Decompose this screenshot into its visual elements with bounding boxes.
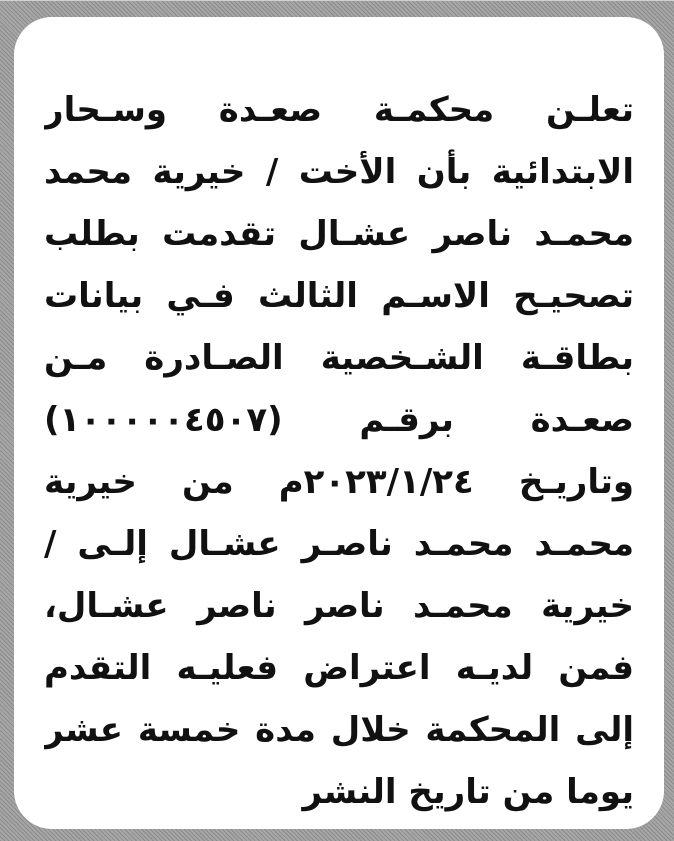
- notice-line: الابتدائية بأن الأخت / خيرية محمد: [44, 152, 634, 192]
- notice-line: خيرية محمـد ناصر ناصر عشـال،: [44, 586, 634, 626]
- notice-line: فمن لديـه اعتراض فعليـه التقدم: [44, 648, 634, 688]
- notice-line: محمـد محمـد ناصـر عشـال إلـى /: [44, 524, 634, 564]
- notice-line: يوما من تاريخ النشر: [302, 772, 634, 812]
- notice-line: إلى المحكمة خلال مدة خمسة عشر: [44, 710, 634, 750]
- notice-card: [14, 17, 664, 829]
- notice-line: وتاريـخ ٢٠٢٣/١/٢٤م من خيرية: [44, 462, 634, 502]
- notice-line: تصحيـح الاسـم الثالث فـي بيانات: [44, 276, 634, 316]
- notice-line: بطاقـة الشـخصية الصـادرة مـن: [44, 338, 634, 378]
- notice-line: صعـدة برقـم (١٠٠٠٠٠٤٥٠٧): [44, 400, 634, 440]
- notice-line: تعلـن محكمـة صعـدة وسـحار: [44, 90, 634, 130]
- notice-line: محمـد ناصر عشـال تقدمت بطلب: [44, 214, 634, 254]
